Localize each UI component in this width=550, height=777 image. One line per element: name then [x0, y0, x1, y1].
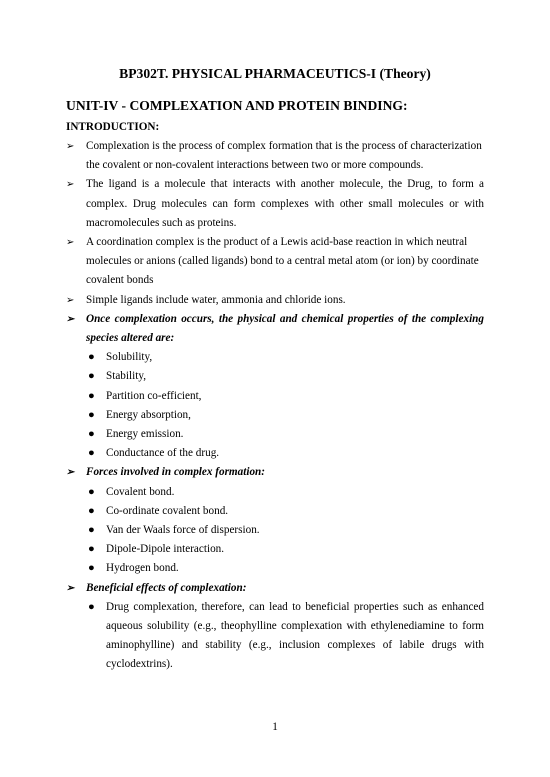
sub-list-item-text: Conductance of the drug.	[106, 447, 220, 460]
dot-bullet-icon: ●	[88, 389, 95, 402]
arrow-bullet-icon: ➢	[66, 179, 75, 191]
sub-list-item	[86, 483, 484, 502]
dot-bullet-icon: ●	[88, 428, 95, 441]
list-item	[66, 175, 484, 233]
unit-heading: UNIT-IV - COMPLEXATION AND PROTEIN BINDING:	[66, 98, 408, 113]
list-item-text: Once complexation occurs, the physical and chemical properties of the complexing species altered are:	[86, 312, 484, 345]
sub-list-item-text: Dipole-Dipole interaction.	[106, 543, 225, 556]
sub-list-item	[86, 348, 484, 367]
sub-list-item	[86, 406, 484, 425]
sub-list-item-text: Van der Waals force of dispersion.	[106, 524, 260, 537]
sub-list-item-text: Solubility,	[106, 351, 153, 364]
list-item	[66, 233, 484, 291]
arrow-bullet-icon: ➢	[66, 467, 75, 479]
dot-bullet-icon: ●	[88, 447, 95, 460]
sub-list-item-text: Drug complexation, therefore, can lead to beneficial properties such as enhanced aqueous solubility (e.g., theophylline complexation with ethylenediamine to form aminophylline) and stability (e.g., inclusion complexes of labile drugs with cyclodextrins).	[106, 600, 484, 671]
arrow-bullet-icon: ➢	[66, 237, 75, 249]
sub-list-item	[86, 444, 484, 463]
sub-list-item	[86, 521, 484, 540]
list-item-text: Forces involved in complex formation:	[86, 466, 265, 479]
sub-list-item-text: Co-ordinate covalent bond.	[106, 504, 229, 517]
list-item	[66, 137, 484, 175]
arrow-bullet-icon: ➢	[66, 582, 75, 594]
sub-list-item-text: Energy emission.	[106, 428, 184, 441]
list-item-text: The ligand is a molecule that interacts with another molecule, the Drug, to form a complex. Drug molecules can form complexes with other small molecules or with macromolecules such as proteins.	[86, 178, 484, 229]
list-item	[66, 291, 484, 310]
list-item	[66, 463, 484, 482]
sub-list-item	[86, 502, 484, 521]
list-item-text: Simple ligands include water, ammonia and chloride ions.	[86, 293, 346, 306]
dot-bullet-icon: ●	[88, 562, 95, 575]
list-item-text: Beneficial effects of complexation:	[86, 581, 247, 594]
dot-bullet-icon: ●	[88, 408, 95, 421]
list-item-text: Complexation is the process of complex formation that is the process of characterization the covalent or non-covalent interactions between two or more compounds.	[86, 140, 482, 172]
dot-bullet-icon: ●	[88, 504, 95, 517]
dot-bullet-icon: ●	[88, 370, 95, 383]
sub-list-item-text: Hydrogen bond.	[106, 562, 179, 575]
page-number: 1	[272, 721, 278, 733]
sub-list-item	[86, 540, 484, 559]
sub-list-item-text: Covalent bond.	[106, 485, 175, 498]
dot-bullet-icon: ●	[88, 524, 95, 537]
sub-list-item	[86, 367, 484, 386]
dot-bullet-icon: ●	[88, 600, 95, 613]
sub-list-item	[86, 387, 484, 406]
dot-bullet-icon: ●	[88, 485, 95, 498]
page-title: BP302T. PHYSICAL PHARMACEUTICS-I (Theory)	[119, 66, 431, 81]
list-item	[66, 579, 484, 598]
list-item	[66, 310, 484, 348]
dot-bullet-icon: ●	[88, 351, 95, 364]
intro-heading: INTRODUCTION:	[66, 121, 160, 133]
arrow-bullet-icon: ➢	[66, 313, 75, 325]
document-body	[66, 137, 484, 675]
sub-list-item-text: Partition co-efficient,	[106, 389, 202, 402]
arrow-bullet-icon: ➢	[66, 141, 75, 152]
sub-list-item	[86, 598, 484, 675]
sub-list-item-text: Energy absorption,	[106, 408, 191, 421]
sub-list-item	[86, 425, 484, 444]
list-item-text: A coordination complex is the product of a Lewis acid-base reaction in which neutral molecules or anions (called ligands) bond to a central metal atom (or ion) by coordinate covalent bonds	[86, 236, 479, 287]
dot-bullet-icon: ●	[88, 543, 95, 556]
sub-list-item-text: Stability,	[106, 370, 146, 383]
arrow-bullet-icon: ➢	[66, 294, 75, 306]
sub-list-item	[86, 559, 484, 578]
